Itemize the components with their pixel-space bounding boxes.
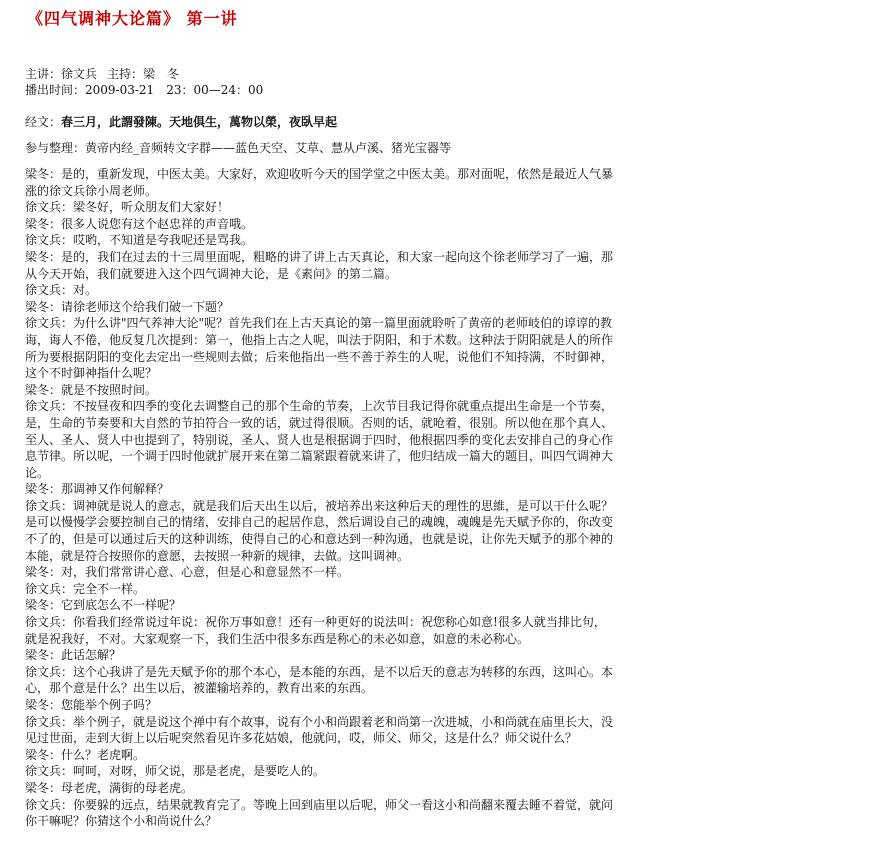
transcript-line: 息节律。所以呢，一个调于四时他就扩展开来在第二篇紧跟着就来讲了，他归结成一篇大的题目，叫四气调神大 xyxy=(25,449,614,464)
transcript-line: 徐文兵：对。 xyxy=(25,283,98,298)
transcript-line: 徐文兵：调神就是说人的意志，就是我们后天出生以后，被培养出来这种后天的理性的思維，是可以干什么呢？ xyxy=(25,498,614,513)
document-page xyxy=(25,8,845,830)
transcript-line: 徐文兵：不按昼夜和四季的变化去调整自己的那个生命的节奏，上次节目我记得你就重点提出生命是一个节奏， xyxy=(25,399,614,414)
transcript-line: 徐文兵：举个例子，就是说这个禅中有个故事，说有个小和尚跟着老和尚第一次进城，小和尚就在庙里长大，没 xyxy=(25,714,614,729)
scripture-text: 春三月，此謂發陳。天地俱生，萬物以榮，夜臥早起 xyxy=(61,115,338,129)
speaker-line xyxy=(25,66,845,82)
transcript-line: 诲，诲人不倦，他反复几次提到：第一，他指上古之人呢，叫法于阴阳，和于术数。这种法于阴阳就是人的所作 xyxy=(25,332,614,347)
air-time: 播出时间：2009-03-21 23：00—24：00 xyxy=(25,83,264,97)
transcript-line: 梁冬：是的，我们在过去的十三周里面呢，粗略的讲了讲上古天真论，和大家一起向这个徐老师学习了一遍，那 xyxy=(25,249,614,264)
transcript-line: 从今天开始，我们就要进入这个四气调神大论，是《素问》的第二篇。 xyxy=(25,266,398,281)
transcript-line: 徐文兵：你看我们经常说过年说：祝你万事如意！还有一种更好的说法叫：祝您称心如意!很多人就当排比句， xyxy=(25,615,606,630)
transcript-body xyxy=(25,166,845,830)
transcript-line: 至人、圣人、贤人中也提到了，特别说，圣人、贤人也是根据调于四时，他根据四季的变化去安排自己的身心作 xyxy=(25,432,614,447)
scripture-label: 经文： xyxy=(25,115,62,129)
transcript-line: 梁冬：对，我们常常讲心意、心意，但是心和意显然不一样。 xyxy=(25,565,350,580)
transcript-line: 梁冬：就是不按照时间。 xyxy=(25,382,158,397)
transcript-line: 是，生命的节奏要和大自然的节拍符合一致的话，就过得很顺。否则的话，就呛着，很别。所以他在那个真人、 xyxy=(25,415,614,430)
scripture-line xyxy=(25,114,845,130)
transcript-line: 徐文兵：完全不一样。 xyxy=(25,581,146,596)
transcript-line: 徐文兵：呵呵，对呀，师父说，那是老虎，是要吃人的。 xyxy=(25,764,326,779)
transcript-line: 梁冬：它到底怎么不一样呢？ xyxy=(25,598,182,613)
transcript-line: 徐文兵：梁冬好，听众朋友们大家好！ xyxy=(25,200,230,215)
transcript-line: 梁冬：很多人说您有这个赵忠祥的声音哦。 xyxy=(25,216,254,231)
transcript-line: 梁冬：是的，重新发现，中医太美。大家好，欢迎收听今天的国学堂之中医太美。那对面呢，依然是最近人气暴 xyxy=(25,167,614,181)
transcript-line: 是可以慢慢学会要控制自己的情绪，安排自己的起居作息，然后调设自己的魂魄，魂魄是先天赋予你的，你改变 xyxy=(25,515,614,530)
transcript-line: 梁冬：那调神又作何解释？ xyxy=(25,482,170,497)
transcript-line: 不了的，但是可以通过后天的这种训练，使得自己的心和意达到一种沟通，也就是说，让你先天赋予的那个神的 xyxy=(25,532,614,547)
transcript-line: 梁冬：请徐老师这个给我们破一下题？ xyxy=(25,299,230,314)
transcript-line: 梁冬：此话怎解？ xyxy=(25,648,122,663)
contributors-line: 参与整理：黄帝内经_音频转文字群——蓝色天空、艾草、慧从卢溪、猪光宝器等 xyxy=(25,141,452,155)
transcript-line: 见过世面，走到大街上以后呢突然看见许多花姑娘，他就问，哎，师父、师父，这是什么？师父说什么？ xyxy=(25,731,578,746)
transcript-line: 所为要根据阴阳的变化去定出一些规则去做；后来他指出一些不善于养生的人呢，说他们不知持满，不时御神， xyxy=(25,349,614,364)
transcript-line: 你干嘛呢？你猜这个小和尚说什么？ xyxy=(25,814,218,829)
document-title: 《四气调神大论篇》 第一讲 xyxy=(27,9,238,28)
transcript-line: 本能，就是符合按照你的意愿，去按照一种新的规律，去做。这叫调神。 xyxy=(25,548,410,563)
transcript-line: 涨的徐文兵徐小周老师。 xyxy=(25,183,158,198)
transcript-line: 论。 xyxy=(25,465,50,480)
meta-block xyxy=(25,66,845,98)
transcript-line: 徐文兵：这个心我讲了是先天赋予你的那个本心，是本能的东西，是不以后天的意志为转移的东西，这叫心。本 xyxy=(25,664,614,679)
transcript-line: 徐文兵：哎哟，不知道是夸我呢还是骂我。 xyxy=(25,233,254,248)
cohost-label: 主持：梁 冬 xyxy=(107,67,180,81)
transcript-line: 徐文兵：为什么讲"四气养神大论"呢？首先我们在上古天真论的第一篇里面就聆听了黄帝的老师岐伯的谆谆的教 xyxy=(25,316,613,331)
host-label: 主讲：徐文兵 xyxy=(25,67,98,81)
transcript-line: 就是祝我好，不对。大家观察一下，我们生活中很多东西是称心的未必如意，如意的未必称心。 xyxy=(25,631,530,646)
transcript-line: 心，那个意是什么？出生以后，被灌输培养的，教育出来的东西。 xyxy=(25,681,374,696)
transcript-line: 徐文兵：你要躲的远点，结果就教育完了。等晚上回到庙里以后呢，师父一看这小和尚翻来覆去睡不着觉，就问 xyxy=(25,797,614,812)
transcript-line: 梁冬：什么？老虎啊。 xyxy=(25,747,146,762)
transcript-line: 梁冬：母老虎，满街的母老虎。 xyxy=(25,780,194,795)
transcript-line: 梁冬：您能举个例子吗？ xyxy=(25,698,158,712)
transcript-line: 这个不时御神指什么呢？ xyxy=(25,366,158,381)
